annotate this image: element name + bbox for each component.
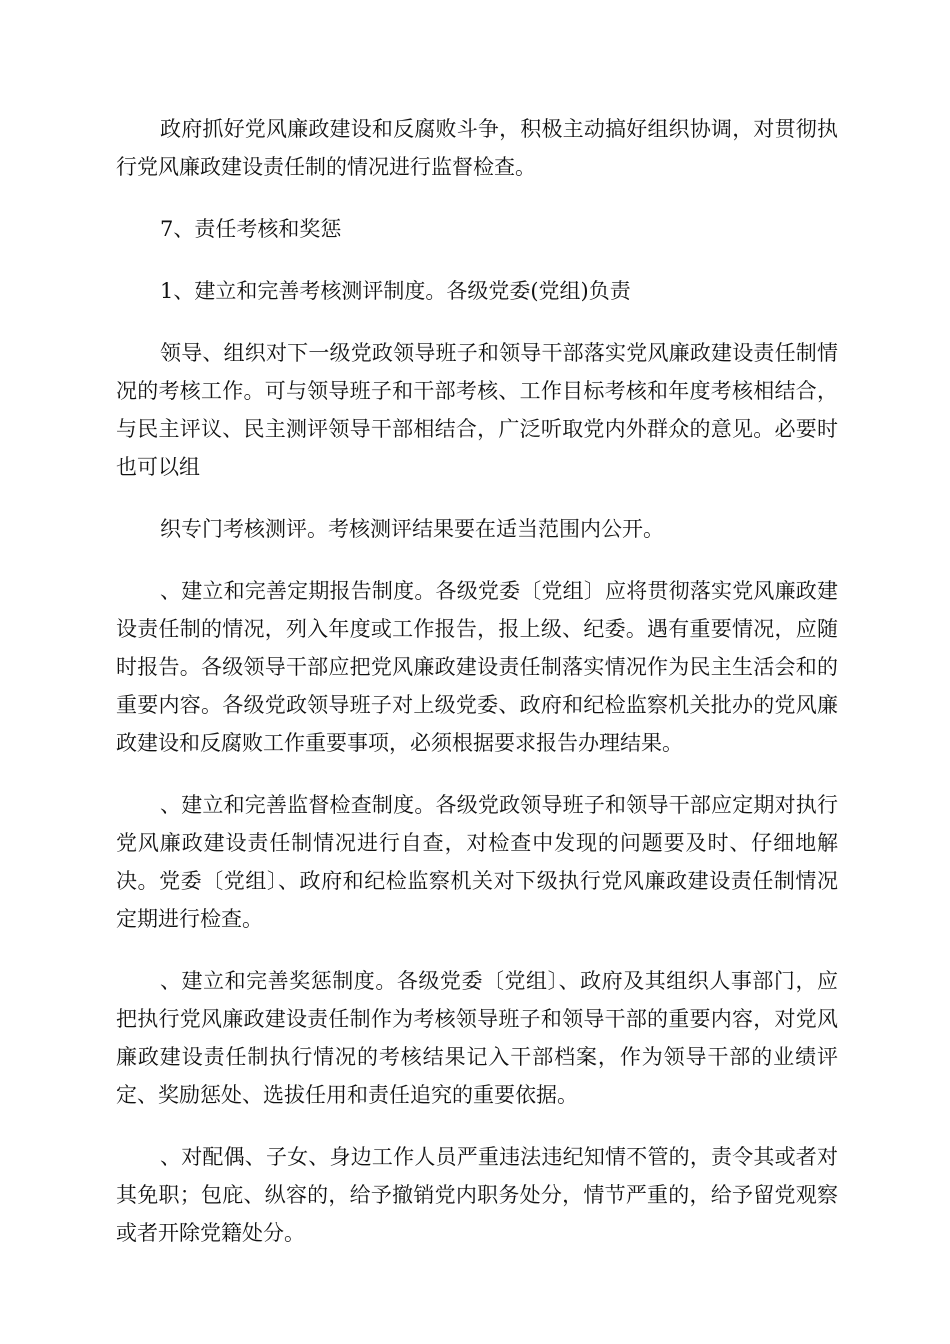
section-heading: 7、责任考核和奖惩 — [160, 217, 342, 241]
paragraph: 、建立和完善监督检查制度。各级党政领导班子和领导干部应定期对执行党风廉政建设责任制情况进行自查，对检查中发现的问题要及时、仔细地解决。党委〔党组〕、政府和纪检监察机关对下级执行党风廉政建设责任制情况定期进行检查。 — [116, 793, 838, 931]
paragraph: 、对配偶、子女、身边工作人员严重违法违纪知情不管的，责令其或者对其免职；包庇、纵容的，给予撤销党内职务处分，情节严重的，给予留党观察或者开除党籍处分。 — [116, 1145, 838, 1245]
paragraph: 织专门考核测评。考核测评结果要在适当范围内公开。 — [160, 517, 664, 541]
paragraph: 、建立和完善奖惩制度。各级党委〔党组〕、政府及其组织人事部门，应把执行党风廉政建设责任制作为考核领导班子和领导干部的重要内容，对党风廉政建设责任制执行情况的考核结果记入干部档案，作为领导干部的业绩评定、奖励惩处、选拔任用和责任追究的重要依据。 — [116, 969, 838, 1107]
paragraph: 、建立和完善定期报告制度。各级党委〔党组〕应将贯彻落实党风廉政建设责任制的情况，列入年度或工作报告，报上级、纪委。遇有重要情况，应随时报告。各级领导干部应把党风廉政建设责任制落实情况作为民主生活会和的重要内容。各级党政领导班子对上级党委、政府和纪检监察机关批办的党风廉政建设和反腐败工作重要事项，必须根据要求报告办理结果。 — [116, 579, 838, 755]
document-body — [116, 110, 838, 1276]
paragraph: 1、建立和完善考核测评制度。各级党委(党组)负责 — [160, 279, 631, 303]
paragraph: 领导、组织对下一级党政领导班子和领导干部落实党风廉政建设责任制情况的考核工作。可与领导班子和干部考核、工作目标考核和年度考核相结合，与民主评议、民主测评领导干部相结合，广泛听取党内外群众的意见。必要时也可以组 — [116, 341, 838, 479]
paragraph: 政府抓好党风廉政建设和反腐败斗争，积极主动搞好组织协调，对贯彻执行党风廉政建设责任制的情况进行监督检查。 — [116, 117, 838, 179]
